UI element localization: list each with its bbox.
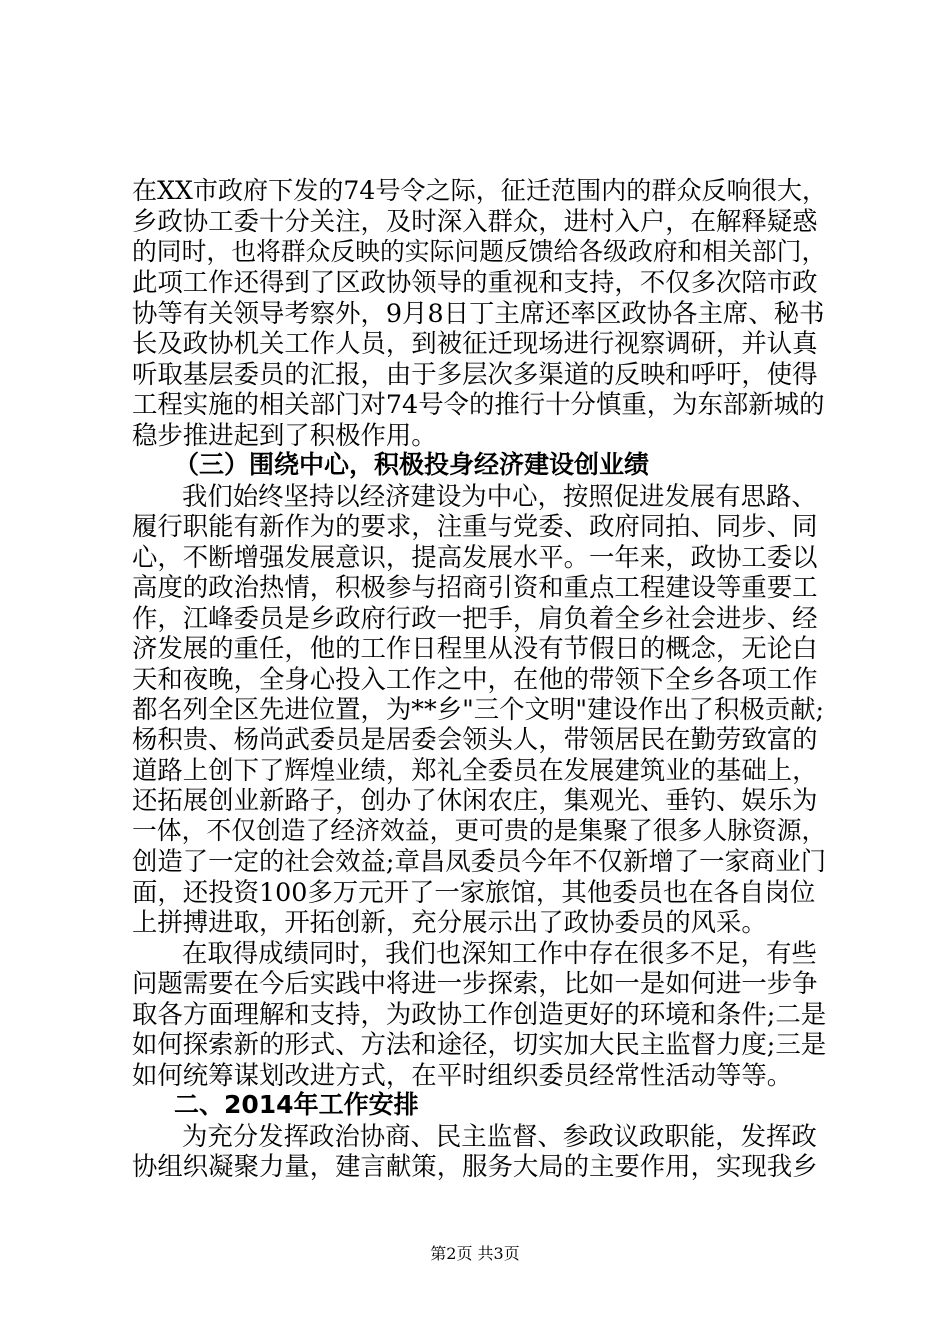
- paragraph-line: 作，江峰委员是乡政府行政一把手，肩负着全乡社会进步、经: [132, 603, 818, 633]
- paragraph-line: 协组织凝聚力量，建言献策，服务大局的主要作用，实现我乡: [132, 1151, 818, 1181]
- paragraph-line: 在XX市政府下发的74号令之际，征迁范围内的群众反响很大，: [132, 176, 828, 205]
- paragraph-line: 创造了一定的社会效益;章昌凤委员今年不仅新增了一家商业门: [132, 846, 827, 876]
- paragraph-line: 一体，不仅创造了经济效益，更可贵的是集聚了很多人脉资源，: [132, 816, 827, 845]
- paragraph-line: 面，还投资100多万元开了一家旅馆，其他委员也在各自岗位: [132, 877, 816, 907]
- paragraph-line: 心，不断增强发展意识，提高发展水平。一年来，政协工委以: [132, 542, 818, 572]
- paragraph-line: 协等有关领导考察外，9月8日丁主席还率区政协各主席、秘书: [132, 298, 825, 328]
- paragraph-line: 我们始终坚持以经济建设为中心，按照促进发展有思路、: [182, 481, 817, 511]
- paragraph-line: 的同时，也将群众反映的实际问题反馈给各级政府和相关部门，: [132, 237, 827, 266]
- paragraph-line: 履行职能有新作为的要求，注重与党委、政府同拍、同步、同: [132, 511, 818, 541]
- section-heading: （三）围绕中心，积极投身经济建设创业绩: [174, 450, 650, 479]
- paragraph-line: 长及政协机关工作人员，到被征迁现场进行视察调研，并认真: [132, 328, 818, 358]
- paragraph-line: 稳步推进起到了积极作用。: [132, 420, 437, 450]
- paragraph-line: 天和夜晚，全身心投入工作之中，在他的带领下全乡各项工作: [132, 664, 818, 694]
- paragraph-line: 取各方面理解和支持，为政协工作创造更好的环境和条件;二是: [132, 999, 827, 1029]
- paragraph-line: 高度的政治热情，积极参与招商引资和重点工程建设等重要工: [132, 572, 818, 602]
- paragraph-line: 杨积贵、杨尚武委员是居委会领头人，带领居民在勤劳致富的: [132, 724, 818, 754]
- paragraph-line: 还拓展创业新路子，创办了休闲农庄，集观光、垂钓、娱乐为: [132, 785, 818, 815]
- paragraph-line: 如何探索新的形式、方法和途径，切实加大民主监督力度;三是: [132, 1029, 827, 1059]
- paragraph-line: 此项工作还得到了区政协领导的重视和支持，不仅多次陪市政: [132, 267, 818, 297]
- paragraph-line: 听取基层委员的汇报，由于多层次多渠道的反映和呼吁，使得: [132, 359, 818, 389]
- paragraph-line: 上拼搏进取，开拓创新，充分展示出了政协委员的风采。: [132, 907, 767, 937]
- paragraph-line: 在取得成绩同时，我们也深知工作中存在很多不足，有些: [182, 938, 817, 968]
- page-number-footer: 第2页 共3页: [430, 1244, 520, 1263]
- paragraph-line: 乡政协工委十分关注，及时深入群众，进村入户，在解释疑惑: [132, 206, 818, 236]
- paragraph-line: 都名列全区先进位置，为**乡"三个文明"建设作出了积极贡献;: [132, 694, 825, 724]
- paragraph-line: 为充分发挥政治协商、民主监督、参政议政职能，发挥政: [182, 1121, 817, 1151]
- paragraph-line: 如何统筹谋划改进方式，在平时组织委员经常性活动等等。: [132, 1060, 793, 1090]
- section-heading: 二、2014年工作安排: [174, 1090, 419, 1119]
- paragraph-line: 问题需要在今后实践中将进一步探索，比如一是如何进一步争: [132, 968, 818, 998]
- paragraph-line: 济发展的重任，他的工作日程里从没有节假日的概念，无论白: [132, 633, 818, 663]
- paragraph-line: 道路上创下了辉煌业绩，郑礼全委员在发展建筑业的基础上，: [132, 755, 818, 785]
- paragraph-line: 工程实施的相关部门对74号令的推行十分慎重，为东部新城的: [132, 389, 825, 419]
